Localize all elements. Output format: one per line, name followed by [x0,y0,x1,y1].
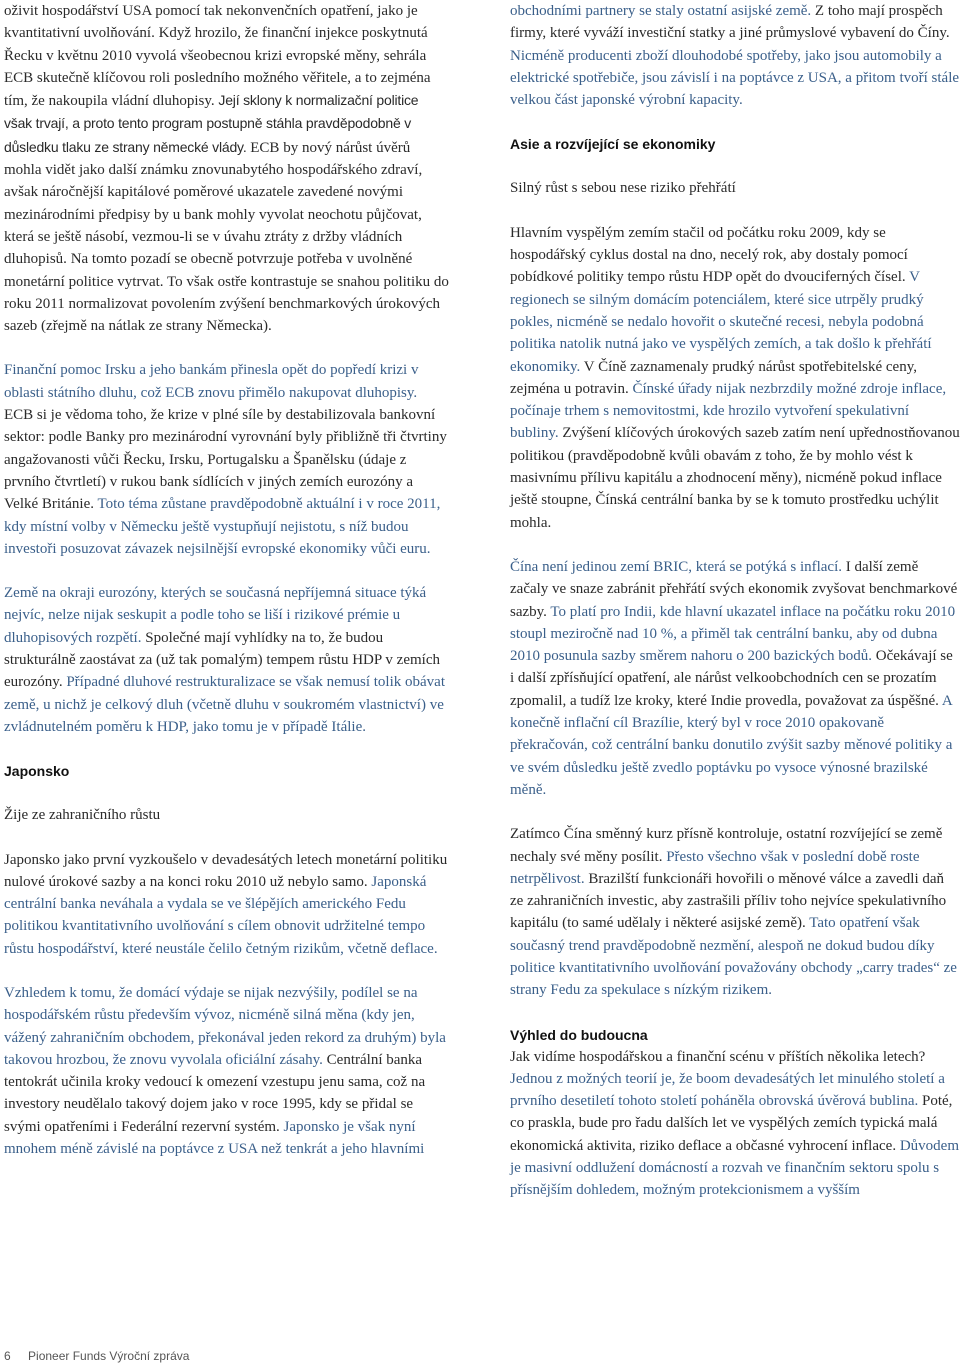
text-segment: Toto téma zůstane pravděpodobně aktuální i v roce 2011, kdy místní volby v Německu ještě vystupňují nejistotu, s níž budou investoři posuzovat závazek nejsilnější evropské ekonomiky vůči euru. [4,496,441,557]
paragraph-japan-partners [510,0,960,111]
text-segment: obchodními partnery se staly ostatní asijské země. [510,3,812,19]
text-segment: oživit hospodářství USA pomocí tak nekonvenčních opatření, jako je kvantitativní uvolňování. Když hrozilo, že finanční injekce poskytnutá Řecku v květnu 2010 vyvolá všeobecnou krizi evropské měny, sehrála ECB skutečně klíčovou roli posledního možného věřitele, a to zejména tím, že nakoupila vládní dluhopisy. [4,3,431,110]
paragraph-bric-inflation [510,556,960,801]
text-segment: To platí pro Indii, kde hlavní ukazatel inflace na počátku roku 2010 stoupl meziročně nad 10 %, a přiměl tak centrální banku, aby od dubna 2010 posunula sazby směrem nahoru o 200 bazických bodů. [510,603,956,665]
subheading-asia: Silný růst s sebou nese riziko přehřátí [510,180,736,197]
text-segment: Čína není jedinou zemí BRIC, která se potýká s inflací. [510,558,843,575]
text-segment: To však ostře kontrastuje se snahou politiku do roku 2011 normalizovat povolením zvýšení benchmarkových úrokových sazeb (zřejmě na nátlak ze strany Německa). [4,273,449,335]
page-footer [4,1349,189,1363]
text-segment: Zvýšení klíčových úrokových sazeb zatím není upřednostňovanou politikou (pravděpodobně kvůli obavám z toho, že by mohlo vést k masivnímu přílivu kapitálu a zhodnocení měny), nicméně pokud inflace ještě stoupne, Čínská centrální banka by se k tomuto prostředku uchýlit mohla. [510,425,960,531]
text-segment: Nicméně producenti zboží dlouhodobé spotřeby, jako jsou automobily a elektrické spotřebiče, jsou závislí i na poptávce z USA, a přitom tvoří stále velkou část japonské výrobní kapacity. [510,47,960,109]
text-segment: ECB si je vědoma toho, že krize v plné síle by destabilizovala bankovní sektor: podle Banky pro mezinárodní vyrovnání byly přibližně tři čtvrtiny angažovanosti vůči Řecku, Irsku, Portugalsku a Španělsku (údaje z prvního čtvrtletí) v rukou bank sídlících v jiných zemích eurozóny a Velké Británie. [4,407,447,513]
text-segment: Přesto všechno však v poslední době roste netrpělivost. [510,848,920,887]
paragraph-ireland [4,359,450,560]
page-number: 6 [4,1349,11,1363]
text-segment: Z toho mají prospěch firmy, které vyváží investiční statky a jiné průmyslové vybavení do Číny. [510,3,950,42]
text-segment: Finanční pomoc Irsku a jeho bankám přinesla opět do popředí krizi v oblasti státního dluhu, což ECB znovu přimělo nakupovat dluhopisy. [4,362,419,401]
section-heading-japan: Japonsko [4,763,70,780]
text-segment: Zatímco Čína směnný kurz přísně kontroluje, ostatní rozvíjející se země nechaly své měny posílit. [510,826,943,865]
text-segment: Poté, co praskla, bude pro řadu dalších let ve vyspělých zemích typická malá ekonomická aktivita, riziko deflace a občasné vyhrocení inflace. [510,1093,953,1154]
text-segment: A konečně inflační cíl Brazílie, který byl v roce 2010 opakovaně překračován, což centrální banku donutilo zvýšit sazby měnové politiky a ve svém důsledku ještě zvedlo poptávku po vysoce výnosné brazilské měně. [510,692,953,798]
section-heading-asia: Asie a rozvíjející se ekonomiky [510,136,716,153]
right-column [510,0,960,1202]
text-segment: Společné mají vyhlídky na to, že budou strukturálně zaostávat za (už tak pomalým) tempem růstu HDP v zemích eurozóny. [4,629,440,691]
text-segment: Hlavním vyspělým zemím stačil od počátku roku 2009, kdy se hospodářský cyklus dostal na dno, necelý rok, aby dostaly pomocí pobídkové politiky tempo růstu HDP opět do dvouciferných čísel. [510,224,908,286]
text-segment: Japonsko jako první vyzkoušelo v devadesátých letech monetární politiku nulové úrokové sazby a na konci roku 2010 už nebylo samo. [4,851,448,890]
text-segment: Její sklony k normalizační politice však trvají, a proto tento program postupně stáhla pravděpodobně v důsledku tlaku ze strany německé vlády. [4,92,419,155]
paragraph-outlook [510,1046,960,1202]
paragraph-currencies [510,823,960,1001]
text-segment: Vzhledem k tomu, že domácí výdaje se nijak nezvýšily, podílel se na hospodářském růstu především vývoz, nicméně silná měna (kdy jen, vážený zahraničním obchodem, překonával jeden rekord za druhým) byla takovou hrozbou, že znovu vyvolala oficiální zásahy. [4,984,446,1068]
text-segment: Čínské úřady nijak nezbrzdily možné zdroje inflace, počínaje trhem s nemovitostmi, kde hrozilo vytvoření spekulativní bubliny. [510,380,947,442]
text-segment: Brazilští funkcionáři hovořili o měnové válce a zavedli daň ze zahraničních investic, aby zastrašili příliv toho nejvíce spekulativního kapitálu (to samé udělaly i některé asijské země). [510,870,947,932]
text-segment: V Číně zaznamenaly prudký nárůst spotřebitelské ceny, zejména u potravin. [510,358,917,397]
text-segment: Centrální banka tentokrát učinila kroky vedoucí k omezení vzestupu jenu sama, což na investory neudělalo takový dojem jako v roce 1995, kdy se přidal se svými opatřeními i Federální rezervní systém. [4,1051,426,1135]
paragraph-japan-policy [4,849,450,960]
text-segment: Japonsko je však nyní mnohem méně závislé na poptávce z USA než tenkrát a jeho hlavními [4,1118,425,1158]
text-segment: Země na okraji eurozóny, kterých se současná nepříjemná situace týká nejvíc, nelze nijak seskupit a podle toho se liší i rizikové prémie u dluhopisových rozpětí. [4,585,427,646]
publication-title: Pioneer Funds Výroční zpráva [28,1349,190,1363]
text-segment: ECB by nový nárůst úvěrů mohla vidět jako další známku znovunabytého hospodářského zdraví, avšak náročnější kapitálové poměrové ukazatele zavedené novými mezinárodními předpisy by u bank mohly vyvolat neochotu půjčovat, která se ještě násobí, vezmou-li se v úvahu ztráty z držby vládních dluhopisů. [4,139,423,268]
text-segment: Japonská centrální banka neváhala a vydala se ve šlépějích amerického Fedu politikou kvantitativního uvolňování s cílem obnovit udržitelné tempo růstu hospodářství, které neustále čelilo četným rizikům, včetně deflace. [4,873,438,957]
text-segment: Očekávají se i další zpřísňující opatření, ale nárůst velkoobchodních cen se prozatím zpomalil, a tudíž lze kroky, které Indie provedla, považovat za úspěšné. [510,648,953,709]
paragraph-ecb-policy [4,0,450,337]
paragraph-overheating [510,222,960,534]
left-column [4,0,450,1160]
text-segment: Jednou z možných teorií je, že boom devadesátých let minulého století a prvního desetiletí tohoto století pohánělа obrovská úvěrová bublina. [510,1070,945,1110]
text-segment: Tato opatření však současný trend pravděpodobně nezmění, alespoň ne dokud budou díky politice kvantitativního uvolňování považovány obchody „carry trades“ ze strany Fedu za spekulace s nízkým rizikem. [510,915,957,999]
subheading-japan: Žije ze zahraničního růstu [4,807,161,824]
text-segment: Případné dluhové restrukturalizace se však nemusí tolik obávat země, u nichž je celkový dluh (včetně dluhu v soukromém vlastnictví) ve zvládnutelném poměru k HDP, jako tomu je v případě Itálie. [4,674,445,735]
text-segment: Na tomto pozadí se obecně potvrzuje potřeba v uvolněné monetární politice vytrvat. [4,251,413,290]
paragraph-periphery [4,582,450,738]
section-heading-outlook: Výhled do budoucna [510,1026,648,1043]
text-segment: V regionech se silným domácím potenciálem, které sice utrpěly prudký pokles, nicméně se nedalo hovořit o skutečné recesi, nebyla podobná politika natolik nutná jako ve vyspělých zemích, a tak došlo k přehřátí ekonomiky. [510,269,932,375]
text-segment: Důvodem je masivní oddlužení domácností a rozvah ve finančním sektoru spolu s přísnějším dohledem, možným protekcionismem a vyšším [510,1137,959,1199]
text-segment: Jak vidíme hospodářskou a finanční scénu v příštích několika letech? [510,1048,926,1065]
text-segment: I další země začaly ve snaze zabránit přehřátí svých ekonomik zvyšovat benchmarkové sazby. [510,558,958,620]
paragraph-japan-exports [4,982,450,1160]
